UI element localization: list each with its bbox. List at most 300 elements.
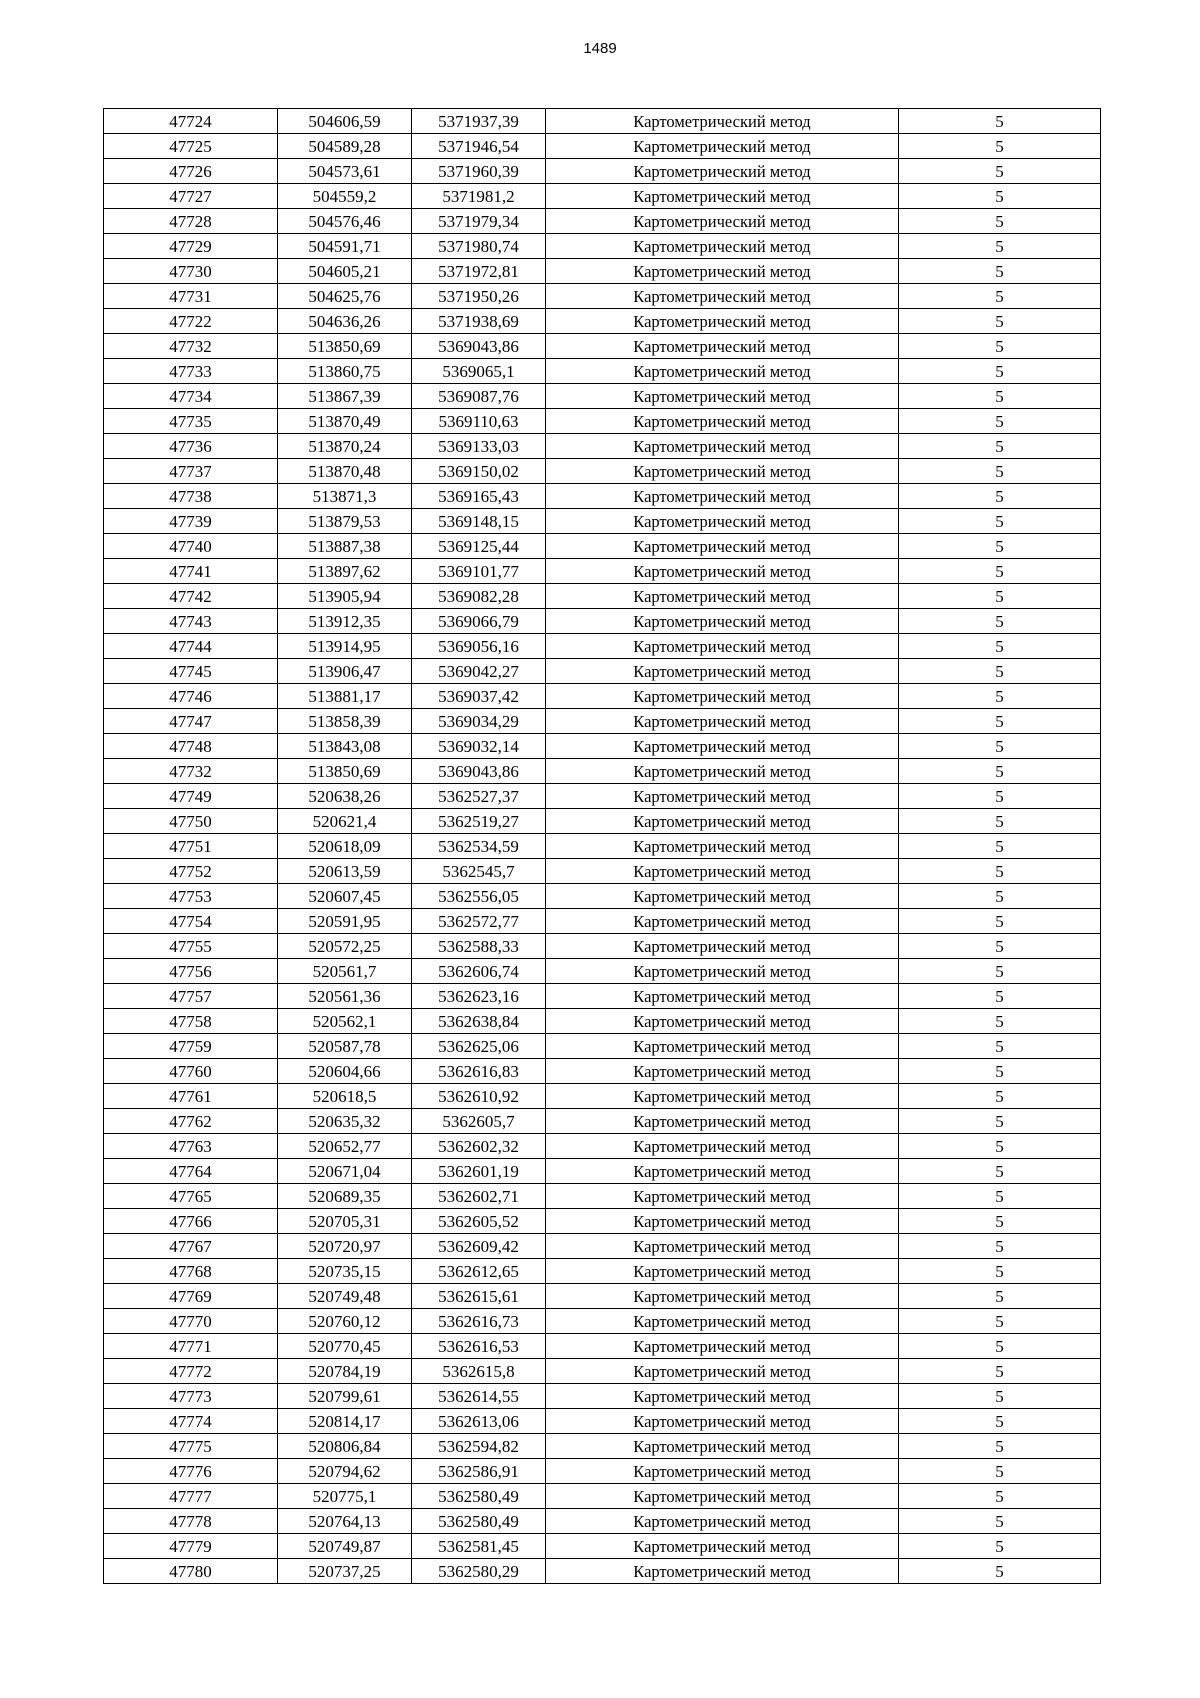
cell-x-coordinate: 520814,17 — [278, 1409, 412, 1434]
cell-x-coordinate: 513871,3 — [278, 484, 412, 509]
table-row — [104, 484, 1101, 509]
cell-y-coordinate: 5369043,86 — [412, 334, 546, 359]
cell-accuracy: 5 — [899, 409, 1101, 434]
cell-x-coordinate: 520621,4 — [278, 809, 412, 834]
cell-point-number: 47724 — [104, 109, 278, 134]
table-row — [104, 1284, 1101, 1309]
cell-method: Картометрический метод — [546, 1084, 899, 1109]
cell-method: Картометрический метод — [546, 434, 899, 459]
cell-y-coordinate: 5369150,02 — [412, 459, 546, 484]
cell-method: Картометрический метод — [546, 809, 899, 834]
cell-method: Картометрический метод — [546, 409, 899, 434]
cell-accuracy: 5 — [899, 784, 1101, 809]
cell-accuracy: 5 — [899, 1034, 1101, 1059]
cell-method: Картометрический метод — [546, 1459, 899, 1484]
cell-x-coordinate: 520775,1 — [278, 1484, 412, 1509]
cell-method: Картометрический метод — [546, 909, 899, 934]
cell-point-number: 47776 — [104, 1459, 278, 1484]
table-row — [104, 1084, 1101, 1109]
cell-point-number: 47740 — [104, 534, 278, 559]
cell-y-coordinate: 5362614,55 — [412, 1384, 546, 1409]
cell-method: Картометрический метод — [546, 884, 899, 909]
cell-y-coordinate: 5362602,71 — [412, 1184, 546, 1209]
cell-point-number: 47764 — [104, 1159, 278, 1184]
cell-y-coordinate: 5362605,52 — [412, 1209, 546, 1234]
cell-point-number: 47777 — [104, 1484, 278, 1509]
cell-method: Картометрический метод — [546, 1359, 899, 1384]
cell-method: Картометрический метод — [546, 209, 899, 234]
table-row — [104, 784, 1101, 809]
cell-accuracy: 5 — [899, 309, 1101, 334]
cell-x-coordinate: 520720,97 — [278, 1234, 412, 1259]
cell-y-coordinate: 5362580,49 — [412, 1509, 546, 1534]
cell-method: Картометрический метод — [546, 384, 899, 409]
table-row — [104, 1484, 1101, 1509]
table-row — [104, 334, 1101, 359]
cell-method: Картометрический метод — [546, 1534, 899, 1559]
cell-x-coordinate: 513914,95 — [278, 634, 412, 659]
cell-y-coordinate: 5362580,49 — [412, 1484, 546, 1509]
cell-point-number: 47737 — [104, 459, 278, 484]
cell-accuracy: 5 — [899, 334, 1101, 359]
cell-x-coordinate: 513879,53 — [278, 509, 412, 534]
cell-point-number: 47735 — [104, 409, 278, 434]
cell-accuracy: 5 — [899, 1559, 1101, 1584]
cell-method: Картометрический метод — [546, 609, 899, 634]
table-row — [104, 1509, 1101, 1534]
cell-method: Картометрический метод — [546, 684, 899, 709]
table-row — [104, 734, 1101, 759]
cell-method: Картометрический метод — [546, 109, 899, 134]
cell-x-coordinate: 520760,12 — [278, 1309, 412, 1334]
table-row — [104, 1209, 1101, 1234]
table-row — [104, 359, 1101, 384]
cell-method: Картометрический метод — [546, 134, 899, 159]
cell-method: Картометрический метод — [546, 759, 899, 784]
cell-y-coordinate: 5362625,06 — [412, 1034, 546, 1059]
cell-accuracy: 5 — [899, 1309, 1101, 1334]
table-row — [104, 1034, 1101, 1059]
cell-accuracy: 5 — [899, 134, 1101, 159]
cell-method: Картометрический метод — [546, 459, 899, 484]
cell-point-number: 47744 — [104, 634, 278, 659]
cell-y-coordinate: 5362612,65 — [412, 1259, 546, 1284]
table-row — [104, 659, 1101, 684]
cell-y-coordinate: 5362534,59 — [412, 834, 546, 859]
cell-point-number: 47779 — [104, 1534, 278, 1559]
cell-point-number: 47756 — [104, 959, 278, 984]
table-row — [104, 1559, 1101, 1584]
cell-y-coordinate: 5369125,44 — [412, 534, 546, 559]
cell-point-number: 47775 — [104, 1434, 278, 1459]
cell-x-coordinate: 520561,36 — [278, 984, 412, 1009]
cell-y-coordinate: 5369056,16 — [412, 634, 546, 659]
cell-accuracy: 5 — [899, 534, 1101, 559]
table-row — [104, 1259, 1101, 1284]
table-row — [104, 909, 1101, 934]
cell-accuracy: 5 — [899, 584, 1101, 609]
cell-point-number: 47754 — [104, 909, 278, 934]
cell-x-coordinate: 520749,48 — [278, 1284, 412, 1309]
cell-x-coordinate: 513858,39 — [278, 709, 412, 734]
cell-x-coordinate: 513881,17 — [278, 684, 412, 709]
cell-point-number: 47722 — [104, 309, 278, 334]
cell-accuracy: 5 — [899, 1159, 1101, 1184]
cell-x-coordinate: 513897,62 — [278, 559, 412, 584]
cell-accuracy: 5 — [899, 734, 1101, 759]
cell-method: Картометрический метод — [546, 1184, 899, 1209]
table-row — [104, 109, 1101, 134]
cell-accuracy: 5 — [899, 209, 1101, 234]
cell-y-coordinate: 5362613,06 — [412, 1409, 546, 1434]
cell-x-coordinate: 513870,49 — [278, 409, 412, 434]
cell-accuracy: 5 — [899, 884, 1101, 909]
cell-method: Картометрический метод — [546, 509, 899, 534]
table-row — [104, 234, 1101, 259]
cell-point-number: 47765 — [104, 1184, 278, 1209]
cell-point-number: 47725 — [104, 134, 278, 159]
cell-accuracy: 5 — [899, 1359, 1101, 1384]
cell-accuracy: 5 — [899, 1184, 1101, 1209]
cell-point-number: 47774 — [104, 1409, 278, 1434]
cell-point-number: 47745 — [104, 659, 278, 684]
cell-accuracy: 5 — [899, 1459, 1101, 1484]
table-row — [104, 1109, 1101, 1134]
cell-x-coordinate: 513850,69 — [278, 334, 412, 359]
cell-method: Картометрический метод — [546, 1509, 899, 1534]
cell-y-coordinate: 5369165,43 — [412, 484, 546, 509]
cell-accuracy: 5 — [899, 359, 1101, 384]
cell-point-number: 47727 — [104, 184, 278, 209]
cell-point-number: 47743 — [104, 609, 278, 634]
cell-accuracy: 5 — [899, 484, 1101, 509]
cell-x-coordinate: 513843,08 — [278, 734, 412, 759]
cell-accuracy: 5 — [899, 984, 1101, 1009]
table-row — [104, 384, 1101, 409]
cell-method: Картометрический метод — [546, 534, 899, 559]
table-row — [104, 884, 1101, 909]
cell-method: Картометрический метод — [546, 934, 899, 959]
cell-accuracy: 5 — [899, 259, 1101, 284]
coordinates-table-body — [104, 109, 1101, 1584]
cell-x-coordinate: 513906,47 — [278, 659, 412, 684]
cell-y-coordinate: 5362519,27 — [412, 809, 546, 834]
cell-point-number: 47732 — [104, 759, 278, 784]
cell-x-coordinate: 520735,15 — [278, 1259, 412, 1284]
cell-point-number: 47749 — [104, 784, 278, 809]
cell-x-coordinate: 504625,76 — [278, 284, 412, 309]
cell-x-coordinate: 520562,1 — [278, 1009, 412, 1034]
cell-accuracy: 5 — [899, 1484, 1101, 1509]
cell-method: Картометрический метод — [546, 559, 899, 584]
cell-point-number: 47761 — [104, 1084, 278, 1109]
cell-accuracy: 5 — [899, 1384, 1101, 1409]
cell-point-number: 47772 — [104, 1359, 278, 1384]
cell-y-coordinate: 5362609,42 — [412, 1234, 546, 1259]
table-row — [104, 1434, 1101, 1459]
cell-point-number: 47733 — [104, 359, 278, 384]
table-row — [104, 1334, 1101, 1359]
cell-x-coordinate: 520806,84 — [278, 1434, 412, 1459]
cell-y-coordinate: 5369133,03 — [412, 434, 546, 459]
cell-point-number: 47766 — [104, 1209, 278, 1234]
cell-accuracy: 5 — [899, 834, 1101, 859]
cell-y-coordinate: 5362638,84 — [412, 1009, 546, 1034]
cell-accuracy: 5 — [899, 1259, 1101, 1284]
cell-y-coordinate: 5371960,39 — [412, 159, 546, 184]
table-row — [104, 209, 1101, 234]
cell-x-coordinate: 504591,71 — [278, 234, 412, 259]
cell-accuracy: 5 — [899, 1134, 1101, 1159]
cell-method: Картометрический метод — [546, 334, 899, 359]
cell-method: Картометрический метод — [546, 284, 899, 309]
cell-accuracy: 5 — [899, 1409, 1101, 1434]
table-row — [104, 1309, 1101, 1334]
cell-x-coordinate: 504605,21 — [278, 259, 412, 284]
cell-y-coordinate: 5371946,54 — [412, 134, 546, 159]
cell-point-number: 47752 — [104, 859, 278, 884]
cell-point-number: 47726 — [104, 159, 278, 184]
table-row — [104, 809, 1101, 834]
cell-y-coordinate: 5369034,29 — [412, 709, 546, 734]
cell-method: Картометрический метод — [546, 1034, 899, 1059]
cell-y-coordinate: 5362605,7 — [412, 1109, 546, 1134]
cell-x-coordinate: 520561,7 — [278, 959, 412, 984]
cell-y-coordinate: 5369110,63 — [412, 409, 546, 434]
cell-point-number: 47759 — [104, 1034, 278, 1059]
table-row — [104, 1409, 1101, 1434]
cell-point-number: 47762 — [104, 1109, 278, 1134]
table-row — [104, 509, 1101, 534]
cell-point-number: 47771 — [104, 1334, 278, 1359]
cell-method: Картометрический метод — [546, 1259, 899, 1284]
cell-accuracy: 5 — [899, 384, 1101, 409]
cell-method: Картометрический метод — [546, 1284, 899, 1309]
table-row — [104, 634, 1101, 659]
table-row — [104, 534, 1101, 559]
cell-y-coordinate: 5362581,45 — [412, 1534, 546, 1559]
cell-method: Картометрический метод — [546, 1134, 899, 1159]
cell-point-number: 47757 — [104, 984, 278, 1009]
cell-x-coordinate: 513870,24 — [278, 434, 412, 459]
cell-method: Картометрический метод — [546, 1409, 899, 1434]
cell-accuracy: 5 — [899, 1509, 1101, 1534]
cell-y-coordinate: 5369043,86 — [412, 759, 546, 784]
cell-point-number: 47748 — [104, 734, 278, 759]
table-row — [104, 434, 1101, 459]
cell-x-coordinate: 520799,61 — [278, 1384, 412, 1409]
table-row — [104, 609, 1101, 634]
cell-accuracy: 5 — [899, 709, 1101, 734]
cell-x-coordinate: 504606,59 — [278, 109, 412, 134]
cell-point-number: 47760 — [104, 1059, 278, 1084]
cell-y-coordinate: 5362615,61 — [412, 1284, 546, 1309]
cell-y-coordinate: 5371950,26 — [412, 284, 546, 309]
cell-accuracy: 5 — [899, 159, 1101, 184]
cell-accuracy: 5 — [899, 659, 1101, 684]
cell-point-number: 47729 — [104, 234, 278, 259]
cell-y-coordinate: 5362586,91 — [412, 1459, 546, 1484]
cell-y-coordinate: 5371979,34 — [412, 209, 546, 234]
cell-x-coordinate: 513905,94 — [278, 584, 412, 609]
cell-x-coordinate: 520749,87 — [278, 1534, 412, 1559]
cell-accuracy: 5 — [899, 684, 1101, 709]
cell-method: Картометрический метод — [546, 1159, 899, 1184]
cell-accuracy: 5 — [899, 909, 1101, 934]
cell-accuracy: 5 — [899, 1059, 1101, 1084]
cell-method: Картометрический метод — [546, 484, 899, 509]
cell-point-number: 47747 — [104, 709, 278, 734]
table-row — [104, 184, 1101, 209]
cell-y-coordinate: 5369101,77 — [412, 559, 546, 584]
cell-y-coordinate: 5369082,28 — [412, 584, 546, 609]
table-row — [104, 309, 1101, 334]
cell-x-coordinate: 520737,25 — [278, 1559, 412, 1584]
cell-x-coordinate: 504589,28 — [278, 134, 412, 159]
cell-x-coordinate: 520784,19 — [278, 1359, 412, 1384]
cell-method: Картометрический метод — [546, 1559, 899, 1584]
cell-accuracy: 5 — [899, 609, 1101, 634]
cell-accuracy: 5 — [899, 759, 1101, 784]
cell-y-coordinate: 5362545,7 — [412, 859, 546, 884]
cell-point-number: 47763 — [104, 1134, 278, 1159]
cell-y-coordinate: 5362527,37 — [412, 784, 546, 809]
cell-method: Картометрический метод — [546, 659, 899, 684]
cell-x-coordinate: 520618,5 — [278, 1084, 412, 1109]
cell-x-coordinate: 520652,77 — [278, 1134, 412, 1159]
cell-method: Картометрический метод — [546, 1309, 899, 1334]
cell-x-coordinate: 513887,38 — [278, 534, 412, 559]
cell-x-coordinate: 513867,39 — [278, 384, 412, 409]
cell-accuracy: 5 — [899, 434, 1101, 459]
table-row — [104, 134, 1101, 159]
cell-x-coordinate: 520572,25 — [278, 934, 412, 959]
cell-x-coordinate: 520591,95 — [278, 909, 412, 934]
cell-method: Картометрический метод — [546, 584, 899, 609]
cell-point-number: 47732 — [104, 334, 278, 359]
cell-y-coordinate: 5371981,2 — [412, 184, 546, 209]
cell-method: Картометрический метод — [546, 184, 899, 209]
cell-method: Картометрический метод — [546, 1109, 899, 1134]
table-row — [104, 1059, 1101, 1084]
cell-y-coordinate: 5362616,83 — [412, 1059, 546, 1084]
cell-accuracy: 5 — [899, 1534, 1101, 1559]
cell-point-number: 47773 — [104, 1384, 278, 1409]
cell-point-number: 47730 — [104, 259, 278, 284]
cell-x-coordinate: 504573,61 — [278, 159, 412, 184]
page-number: 1489 — [583, 40, 617, 57]
cell-y-coordinate: 5369037,42 — [412, 684, 546, 709]
cell-method: Картометрический метод — [546, 634, 899, 659]
table-row — [104, 159, 1101, 184]
cell-y-coordinate: 5362588,33 — [412, 934, 546, 959]
cell-accuracy: 5 — [899, 1209, 1101, 1234]
cell-method: Картометрический метод — [546, 859, 899, 884]
cell-y-coordinate: 5362616,73 — [412, 1309, 546, 1334]
cell-x-coordinate: 513850,69 — [278, 759, 412, 784]
cell-method: Картометрический метод — [546, 1434, 899, 1459]
table-row — [104, 1184, 1101, 1209]
cell-method: Картометрический метод — [546, 1484, 899, 1509]
cell-accuracy: 5 — [899, 109, 1101, 134]
cell-method: Картометрический метод — [546, 309, 899, 334]
cell-method: Картометрический метод — [546, 959, 899, 984]
cell-accuracy: 5 — [899, 1109, 1101, 1134]
cell-point-number: 47731 — [104, 284, 278, 309]
cell-point-number: 47770 — [104, 1309, 278, 1334]
cell-y-coordinate: 5362623,16 — [412, 984, 546, 1009]
cell-x-coordinate: 520689,35 — [278, 1184, 412, 1209]
cell-y-coordinate: 5362556,05 — [412, 884, 546, 909]
cell-x-coordinate: 520607,45 — [278, 884, 412, 909]
cell-method: Картометрический метод — [546, 834, 899, 859]
cell-y-coordinate: 5371980,74 — [412, 234, 546, 259]
cell-y-coordinate: 5362606,74 — [412, 959, 546, 984]
cell-point-number: 47755 — [104, 934, 278, 959]
table-row — [104, 1009, 1101, 1034]
coordinates-table — [103, 108, 1101, 1584]
cell-accuracy: 5 — [899, 184, 1101, 209]
cell-y-coordinate: 5369042,27 — [412, 659, 546, 684]
cell-accuracy: 5 — [899, 284, 1101, 309]
table-row — [104, 834, 1101, 859]
cell-point-number: 47734 — [104, 384, 278, 409]
cell-accuracy: 5 — [899, 234, 1101, 259]
cell-accuracy: 5 — [899, 634, 1101, 659]
cell-method: Картометрический метод — [546, 259, 899, 284]
cell-method: Картометрический метод — [546, 359, 899, 384]
cell-y-coordinate: 5371972,81 — [412, 259, 546, 284]
cell-x-coordinate: 504559,2 — [278, 184, 412, 209]
cell-method: Картометрический метод — [546, 234, 899, 259]
table-row — [104, 459, 1101, 484]
cell-y-coordinate: 5362601,19 — [412, 1159, 546, 1184]
table-row — [104, 1359, 1101, 1384]
cell-y-coordinate: 5369087,76 — [412, 384, 546, 409]
cell-x-coordinate: 504636,26 — [278, 309, 412, 334]
cell-x-coordinate: 520635,32 — [278, 1109, 412, 1134]
cell-x-coordinate: 520613,59 — [278, 859, 412, 884]
cell-point-number: 47742 — [104, 584, 278, 609]
table-row — [104, 1234, 1101, 1259]
cell-point-number: 47738 — [104, 484, 278, 509]
cell-x-coordinate: 520770,45 — [278, 1334, 412, 1359]
cell-method: Картометрический метод — [546, 159, 899, 184]
cell-point-number: 47758 — [104, 1009, 278, 1034]
cell-point-number: 47768 — [104, 1259, 278, 1284]
cell-x-coordinate: 520587,78 — [278, 1034, 412, 1059]
cell-accuracy: 5 — [899, 1434, 1101, 1459]
cell-method: Картометрический метод — [546, 734, 899, 759]
table-row — [104, 1534, 1101, 1559]
table-row — [104, 559, 1101, 584]
table-row — [104, 1134, 1101, 1159]
cell-y-coordinate: 5369032,14 — [412, 734, 546, 759]
cell-y-coordinate: 5362615,8 — [412, 1359, 546, 1384]
cell-method: Картометрический метод — [546, 709, 899, 734]
cell-y-coordinate: 5362572,77 — [412, 909, 546, 934]
cell-method: Картометрический метод — [546, 1234, 899, 1259]
cell-x-coordinate: 520794,62 — [278, 1459, 412, 1484]
cell-point-number: 47778 — [104, 1509, 278, 1534]
cell-x-coordinate: 520638,26 — [278, 784, 412, 809]
cell-x-coordinate: 520705,31 — [278, 1209, 412, 1234]
cell-point-number: 47751 — [104, 834, 278, 859]
cell-y-coordinate: 5362616,53 — [412, 1334, 546, 1359]
cell-x-coordinate: 513860,75 — [278, 359, 412, 384]
cell-point-number: 47767 — [104, 1234, 278, 1259]
cell-method: Картометрический метод — [546, 1334, 899, 1359]
